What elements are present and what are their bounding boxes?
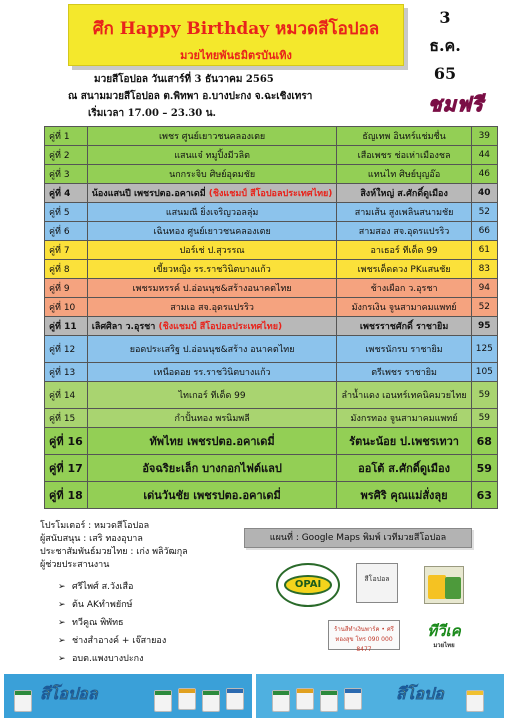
- red-corner: แสนแจ๋ ทมูปิ้งมีวลิต: [87, 146, 337, 165]
- title-banner: [68, 4, 404, 66]
- table-row: [45, 363, 498, 382]
- bout-weight: 63: [471, 482, 497, 509]
- bout-number: คู่ที่ 12: [45, 336, 88, 363]
- blue-corner: เพชรนักรบ ราชายิม: [337, 336, 471, 363]
- bout-number: คู่ที่ 11: [45, 317, 88, 336]
- table-row: [45, 241, 498, 260]
- date-month: ธ.ค.: [429, 36, 461, 55]
- bout-weight: 46: [471, 165, 497, 184]
- bout-weight: 44: [471, 146, 497, 165]
- bout-number: คู่ที่ 1: [45, 127, 88, 146]
- bout-weight: 68: [471, 428, 497, 455]
- event-title: ศึก Happy Birthday หมวดสีโอปอล: [92, 19, 380, 39]
- arrow-right-icon: ➢: [58, 654, 66, 664]
- bout-number: คู่ที่ 3: [45, 165, 88, 184]
- free-admission-label: ชมฟรี: [428, 92, 484, 116]
- bout-number: คู่ที่ 2: [45, 146, 88, 165]
- bout-weight: 52: [471, 203, 497, 222]
- date-year: 65: [433, 64, 457, 83]
- bout-number: คู่ที่ 8: [45, 260, 88, 279]
- bout-number: คู่ที่ 7: [45, 241, 88, 260]
- map-bar: แผนที่ : Google Maps พิมพ์ เวทีมวยสีโอปอล: [244, 528, 472, 548]
- list-item: ➢ ทวีคูณ พิพัทธ: [58, 614, 166, 632]
- red-corner: แสนมณี ยิ่งเจริญวอลลุ่ม: [87, 203, 337, 222]
- blue-corner: ลำน้ำแดง เอนทร์เทคนิคมวยไทย: [337, 382, 471, 409]
- event-time-info: เริ่มเวลา 17.00 – 23.30 น.: [88, 108, 217, 119]
- credit-coordinators-heading: ผู้ช่วยประสานงาน: [40, 560, 110, 570]
- list-item: ➢ ช่างสำอางค์ + เจ๊สายอง: [58, 632, 166, 650]
- opai-logo: OPAI: [276, 563, 340, 607]
- bout-number: คู่ที่ 15: [45, 409, 88, 428]
- blue-corner: สามสอง สจ.อุดรแปรริว: [337, 222, 471, 241]
- blue-corner: สามเส้น สูงเพลินสนามชัย: [337, 203, 471, 222]
- red-corner: เขี้ยวหญิง รร.ราชวินิตบางแก้ว: [87, 260, 337, 279]
- helpers-list: [58, 578, 166, 668]
- bout-weight: 61: [471, 241, 497, 260]
- bout-weight: 40: [471, 184, 497, 203]
- arrow-right-icon: ➢: [58, 600, 66, 610]
- bout-weight: 94: [471, 279, 497, 298]
- bout-weight: 59: [471, 409, 497, 428]
- blue-corner: พรศิริ คุณแม่สั่งลุย: [337, 482, 471, 509]
- table-row: [45, 146, 498, 165]
- sponsor-banner-right: สีโอปอ: [256, 674, 504, 718]
- red-corner: อัจฉริยะเล็ก บางกอกไฟต์แลป: [87, 455, 337, 482]
- bout-number: คู่ที่ 10: [45, 298, 88, 317]
- red-corner: ปอร์เช่ ป.สุวรรณ: [87, 241, 337, 260]
- red-corner: เฉินทอง ศูนย์เยาวชนคลองเตย: [87, 222, 337, 241]
- bout-number: คู่ที่ 14: [45, 382, 88, 409]
- bout-weight: 125: [471, 336, 497, 363]
- arrow-right-icon: ➢: [58, 582, 66, 592]
- bout-number: คู่ที่ 18: [45, 482, 88, 509]
- red-corner: น้องแสนปี เพชรปตอ.อคาเดมี่ (ชิงแชมป์ สีโอปอลประเทศไทย): [87, 184, 337, 203]
- blue-corner: สิงห์ใหญ่ ส.ศักดิ์ดูเมือง: [337, 184, 471, 203]
- arrow-right-icon: ➢: [58, 636, 66, 646]
- blue-corner: ตรีเพชร ราชายิม: [337, 363, 471, 382]
- bout-weight: 105: [471, 363, 497, 382]
- list-item: ➢ ต้น AKทำพยักษ์: [58, 596, 166, 614]
- red-corner: เพชร ศูนย์เยาวชนคลองเตย: [87, 127, 337, 146]
- bout-weight: 83: [471, 260, 497, 279]
- bout-weight: 95: [471, 317, 497, 336]
- event-date-info: มวยสีโอปอล วันเสาร์ที่ 3 ธันวาคม 2565: [94, 74, 274, 85]
- sponsor-banner-left: สีโอปอล: [4, 674, 252, 718]
- table-row: [45, 409, 498, 428]
- list-item: ➢ ศรีไพศ์ ส.วังเสือ: [58, 578, 166, 596]
- red-corner: เหนือดอย รร.ราชวินิตบางแก้ว: [87, 363, 337, 382]
- blue-corner: เพชรราชศักดิ์ ราชายิม: [337, 317, 471, 336]
- bout-weight: 52: [471, 298, 497, 317]
- table-row: [45, 336, 498, 363]
- bout-table: [44, 126, 498, 509]
- date-block: [413, 4, 477, 92]
- blue-corner: ช้างเผือก ว.อุรชา: [337, 279, 471, 298]
- arrow-right-icon: ➢: [58, 618, 66, 628]
- title-fight-note: (ชิงแชมป์ สีโอปอลประเทศไทย): [155, 322, 283, 332]
- red-corner: เพชรมหรรค์ ป.อ่อนนุช&สร้างอนาคตไทย: [87, 279, 337, 298]
- red-corner: เด่นวันชัย เพชรปตอ.อคาเดมี่: [87, 482, 337, 509]
- blue-corner: มังกรเงิน จูนสามาคมแพทย์: [337, 298, 471, 317]
- red-corner: สามเอ สจ.อุดรแปรริว: [87, 298, 337, 317]
- bout-weight: 59: [471, 382, 497, 409]
- table-row: [45, 298, 498, 317]
- credit-promoter: โปรโมเตอร์ : หมวดสีโอปอล: [40, 521, 150, 531]
- event-subtitle: มวยไทยพันธมิตรบันเทิง: [180, 49, 292, 62]
- table-row: [45, 260, 498, 279]
- red-corner: ยอดประเสริฐ ป.อ่อนนุช&สร้าง อนาคตไทย: [87, 336, 337, 363]
- sil-opal-logo: สีโอปอล: [356, 563, 398, 603]
- blue-corner: เพชรเด็ดดวง PKแสนชัย: [337, 260, 471, 279]
- date-day: 3: [439, 8, 451, 27]
- event-venue-info: ณ สนามมวยสีโอปอล ต.พิทพา อ.บางปะกง จ.ฉะเชิงเทรา: [68, 91, 313, 102]
- blue-corner: รัตนะน้อย ป.เพชรเทวา: [337, 428, 471, 455]
- blue-corner: ธัญเทพ อินทร์แช่มชื่น: [337, 127, 471, 146]
- table-row: [45, 482, 498, 509]
- bout-number: คู่ที่ 4: [45, 184, 88, 203]
- bout-number: คู่ที่ 13: [45, 363, 88, 382]
- paint-shop-logo: ร้านสีทำเงินพาร์ค • ศรีทองสุข โทร 090 000 8477: [328, 620, 400, 650]
- blue-corner: อาเธอร์ ทีเด็ด 99: [337, 241, 471, 260]
- table-row: [45, 279, 498, 298]
- bout-weight: 59: [471, 455, 497, 482]
- red-corner: ไทเกอร์ ทีเด็ด 99: [87, 382, 337, 409]
- blue-corner: ออโต้ ส.ศักดิ์ดูเมือง: [337, 455, 471, 482]
- bout-number: คู่ที่ 17: [45, 455, 88, 482]
- credit-sponsor: ผู้สนับสนุน : เสริ ทองอุบาล: [40, 534, 143, 544]
- bout-weight: 66: [471, 222, 497, 241]
- bout-number: คู่ที่ 16: [45, 428, 88, 455]
- table-row: [45, 165, 498, 184]
- table-row: [45, 382, 498, 409]
- red-corner: กำปั้นทอง พรนิมพลี: [87, 409, 337, 428]
- bout-number: คู่ที่ 5: [45, 203, 88, 222]
- red-corner: ทัพไทย เพชรปตอ.อคาเดมี่: [87, 428, 337, 455]
- tvk-logo: ทีวีเค มวยไทย: [424, 620, 464, 652]
- bout-number: คู่ที่ 9: [45, 279, 88, 298]
- table-row: [45, 127, 498, 146]
- blue-corner: แทนไท ศิษย์บุญอ๊อ: [337, 165, 471, 184]
- blue-corner: มังกรทอง จูนสามาคมแพทย์: [337, 409, 471, 428]
- title-fight-note: (ชิงแชมป์ สีโอปอลประเทศไทย): [205, 189, 333, 199]
- bout-weight: 39: [471, 127, 497, 146]
- credit-pr: ประชาสัมพันธ์มวยไทย : เก่ง พลิวัฒกุล: [40, 547, 188, 557]
- table-row: [45, 428, 498, 455]
- table-row: [45, 184, 498, 203]
- paint-cans-logo: [424, 566, 464, 604]
- bout-number: คู่ที่ 6: [45, 222, 88, 241]
- red-corner: เลิศศิลา ว.อุรชา (ชิงแชมป์ สีโอปอลประเทศไทย): [87, 317, 337, 336]
- table-row: [45, 222, 498, 241]
- credits-block: [40, 520, 188, 572]
- list-item: ➢ อบต.แพงบางปะกง: [58, 650, 166, 668]
- red-corner: นกกระจิบ ศิษย์อุดมชัย: [87, 165, 337, 184]
- table-row: [45, 317, 498, 336]
- table-row: [45, 203, 498, 222]
- blue-corner: เสือเพชร ช่อเห่าเมืองชล: [337, 146, 471, 165]
- table-row: [45, 455, 498, 482]
